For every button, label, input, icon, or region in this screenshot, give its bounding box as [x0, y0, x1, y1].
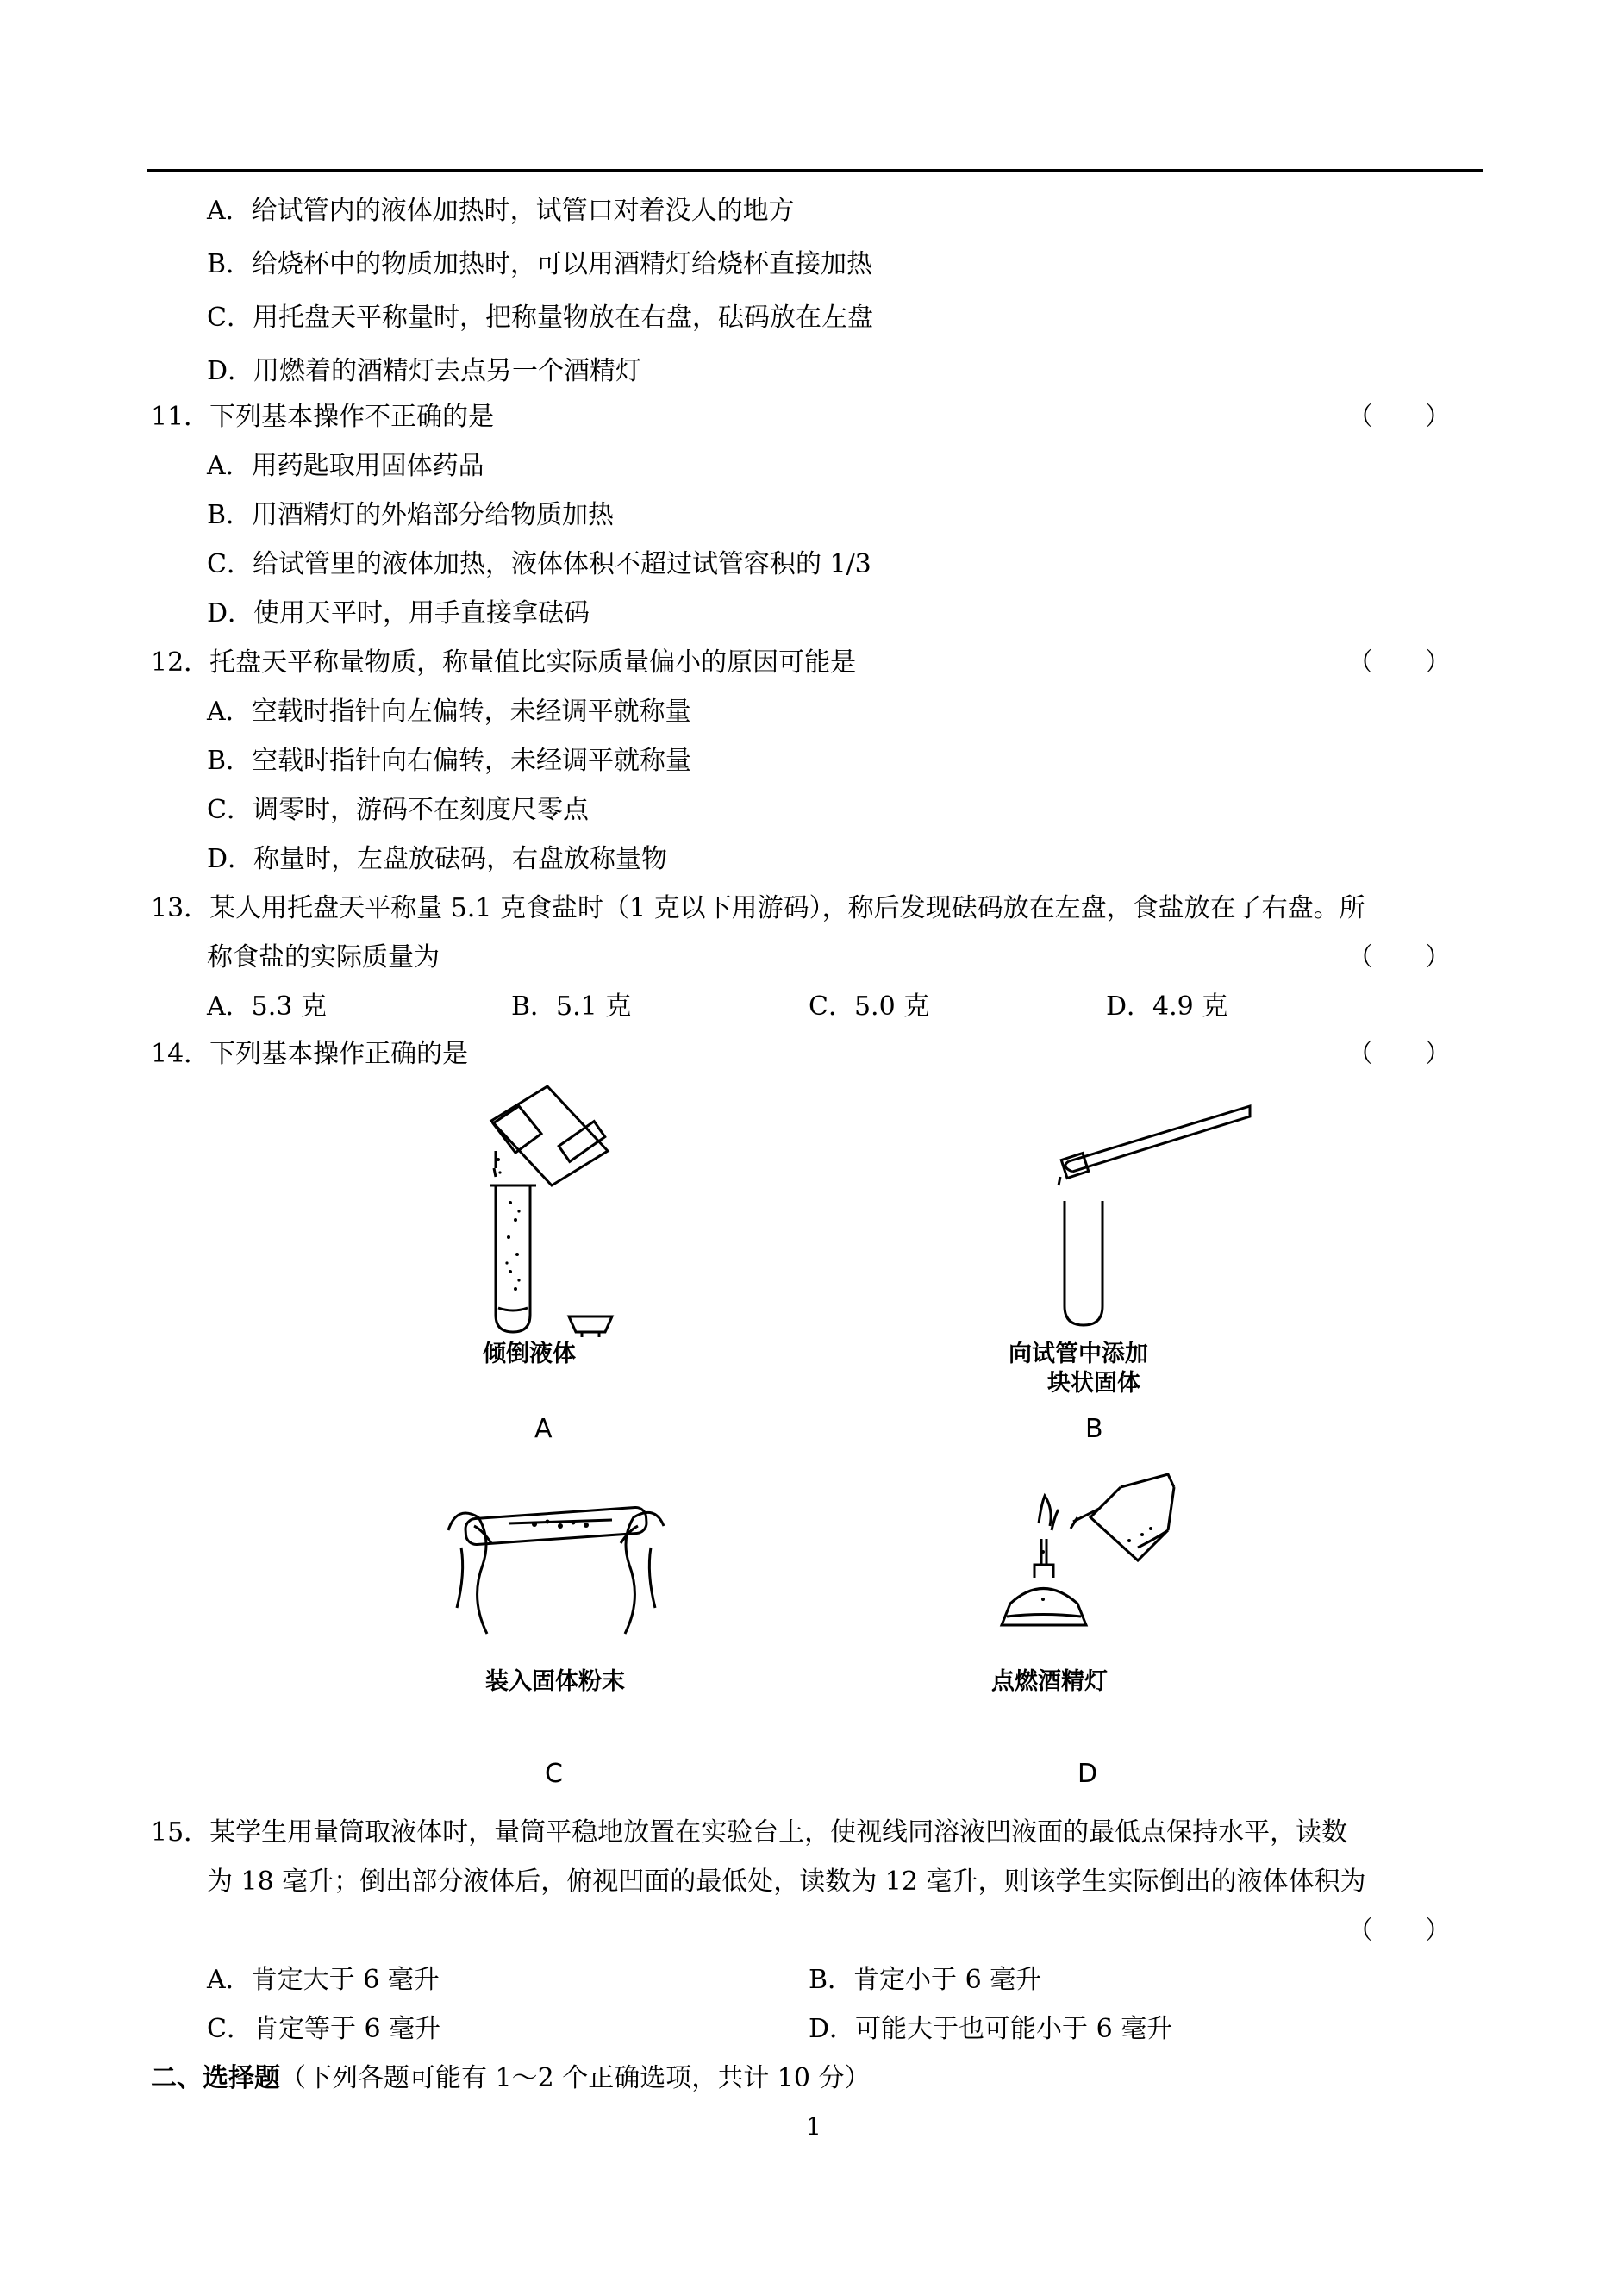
q12-option-a: A．空载时指针向左偏转，未经调平就称量 — [207, 697, 691, 727]
q10-option-b: B．给烧杯中的物质加热时，可以用酒精灯给烧杯直接加热 — [207, 249, 873, 279]
q10-option-d: D．用燃着的酒精灯去点另一个酒精灯 — [207, 356, 642, 386]
figure-a-letter: A — [534, 1414, 553, 1444]
q15-stem-line2: 为 18 毫升；倒出部分液体后，俯视凹面的最低处，读数为 12 毫升，则该学生实际倒出的液体体积为 — [207, 1867, 1366, 1897]
figure-c-loading-powder — [440, 1479, 672, 1642]
q15-answer-paren: （ ） — [1347, 1916, 1451, 1946]
q11-option-c: C．给试管里的液体加热，液体体积不超过试管容积的 1/3 — [207, 549, 871, 579]
q13-stem-line1: 13．某人用托盘天平称量 5.1 克食盐时（1 克以下用游码），称后发现砝码放在左盘，食盐放在了右盘。所 — [151, 893, 1365, 923]
figure-b-caption-line1: 向试管中添加 — [1009, 1341, 1148, 1367]
q13-option-c: C．5.0 克 — [809, 991, 930, 1022]
q11-option-b: B．用酒精灯的外焰部分给物质加热 — [207, 500, 615, 530]
figure-b-adding-block-solid — [1043, 1099, 1267, 1332]
q15-option-d: D．可能大于也可能小于 6 毫升 — [809, 2014, 1173, 2044]
section2-heading: 二、选择题 — [151, 2063, 280, 2093]
q15-option-b: B．肯定小于 6 毫升 — [809, 1965, 1042, 1995]
q12-stem: 12．托盘天平称量物质，称量值比实际质量偏小的原因可能是 — [151, 647, 857, 678]
q11-option-d: D．使用天平时，用手直接拿砝码 — [207, 598, 590, 628]
q12-option-c: C．调零时，游码不在刻度尺零点 — [207, 795, 589, 825]
q15-option-c: C．肯定等于 6 毫升 — [207, 2014, 441, 2044]
q13-stem-line2: 称食盐的实际质量为 — [207, 942, 440, 972]
figure-c-caption: 装入固体粉末 — [485, 1668, 625, 1695]
q14-stem: 14．下列基本操作正确的是 — [151, 1039, 469, 1069]
q10-option-c: C．用托盘天平称量时，把称量物放在右盘，砝码放在左盘 — [207, 303, 873, 333]
q13-option-d: D．4.9 克 — [1106, 991, 1228, 1022]
figure-a-caption: 倾倒液体 — [483, 1341, 576, 1367]
q11-answer-paren: （ ） — [1347, 402, 1451, 432]
page-number: 1 — [806, 2112, 821, 2141]
q15-stem-line1: 15．某学生用量筒取液体时，量筒平稳地放置在实验台上，使视线同溶液凹液面的最低点保持水平，读数 — [151, 1817, 1348, 1848]
figure-d-letter: D — [1077, 1759, 1098, 1789]
figure-b-caption-line2: 块状固体 — [1047, 1370, 1140, 1397]
q11-stem: 11．下列基本操作不正确的是 — [151, 402, 495, 432]
figure-d-lighting-alcohol-lamp — [991, 1470, 1198, 1647]
figure-a-pouring-liquid — [465, 1082, 638, 1341]
figure-d-caption: 点燃酒精灯 — [991, 1668, 1108, 1695]
figure-b-letter: B — [1085, 1414, 1103, 1444]
q13-option-b: B．5.1 克 — [511, 991, 632, 1022]
section2-heading-line — [151, 2061, 871, 2096]
section2-note: （下列各题可能有 1～2 个正确选项，共计 10 分） — [280, 2063, 871, 2093]
q11-option-a: A．用药匙取用固体药品 — [207, 451, 484, 481]
q14-answer-paren: （ ） — [1347, 1039, 1451, 1069]
q15-option-a: A．肯定大于 6 毫升 — [207, 1965, 440, 1995]
header-rule — [147, 169, 1483, 172]
q12-answer-paren: （ ） — [1347, 647, 1451, 678]
q13-answer-paren: （ ） — [1347, 942, 1451, 972]
q10-option-a: A．给试管内的液体加热时，试管口对着没人的地方 — [207, 196, 795, 226]
q13-option-a: A．5.3 克 — [207, 991, 327, 1022]
q12-option-d: D．称量时，左盘放砝码，右盘放称量物 — [207, 844, 668, 874]
figure-c-letter: C — [545, 1759, 563, 1789]
q12-option-b: B．空载时指针向右偏转，未经调平就称量 — [207, 746, 692, 776]
